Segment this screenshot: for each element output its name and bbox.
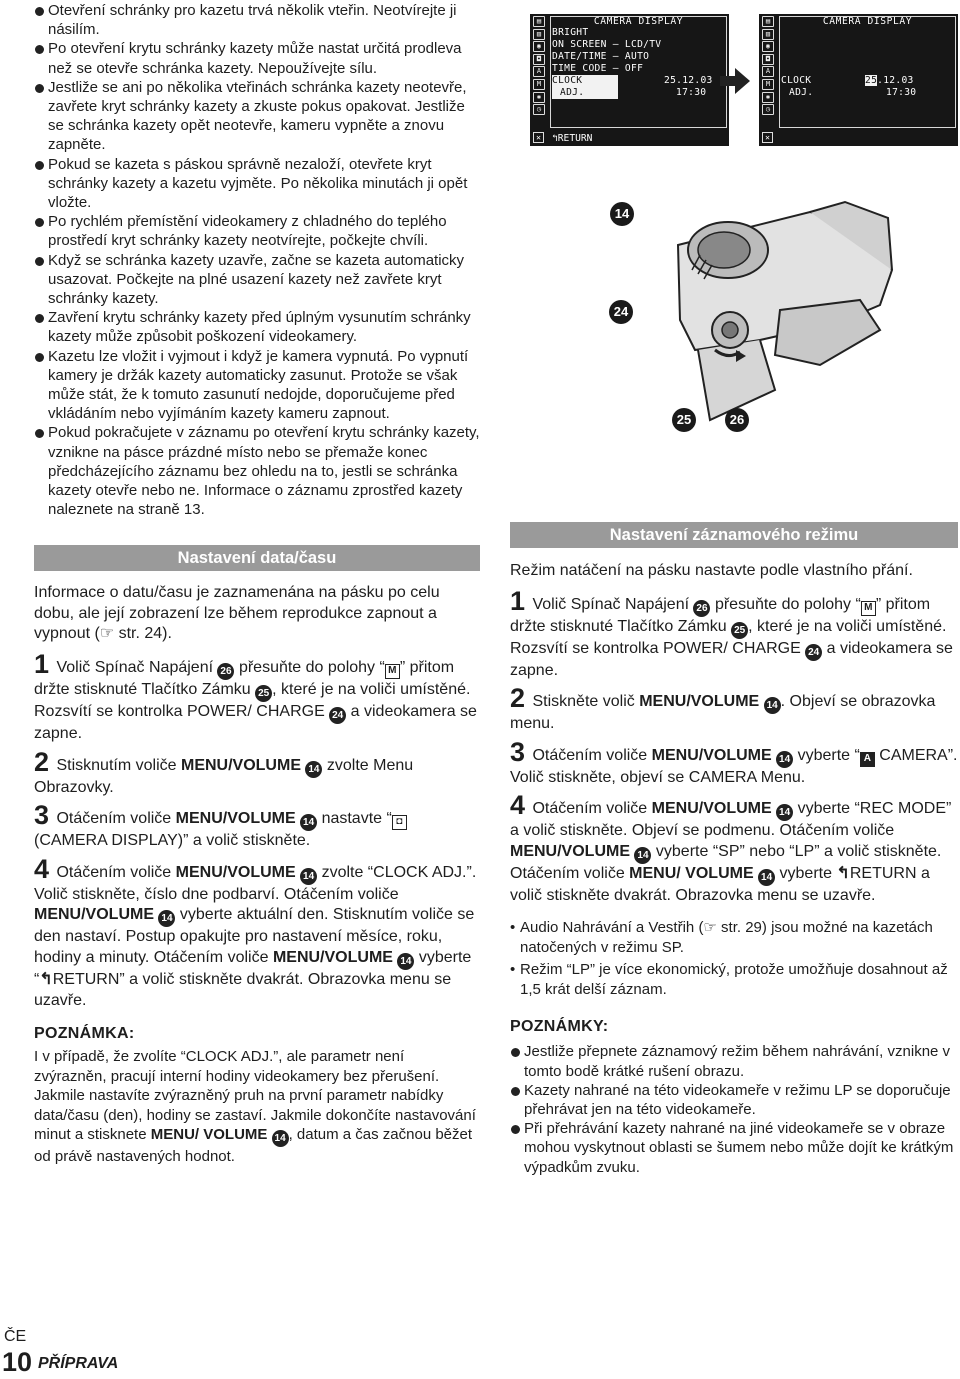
date-step-4 [34, 853, 480, 1011]
cassette-notes-list [34, 1, 480, 519]
menu-volume-label: MENU/ VOLUME [629, 864, 754, 882]
menu-tab-icon: ✱ [762, 92, 774, 103]
callout-24-icon: 24 [329, 707, 346, 724]
return-arrow-icon: ↰ [39, 970, 53, 988]
lcd-camera-display-menu [530, 14, 729, 146]
lcd-title: CAMERA DISPLAY [822, 16, 913, 27]
step-number: 4 [34, 853, 50, 884]
camera-menu-icon: A [533, 66, 545, 77]
step-text: . Objeví se obrazovka menu. [510, 693, 936, 733]
menu-tab-icon: ▤ [533, 16, 545, 27]
footer-section-title: PŘÍPRAVA [38, 1355, 119, 1372]
lcd-menu-item: ON SCREEN – LCD/TV [552, 39, 662, 50]
date-note [34, 1047, 480, 1167]
menu-tab-icon: ◘ [762, 54, 774, 65]
callout-14-icon: 14 [397, 953, 414, 970]
lcd-menu-item: TIME CODE – OFF [552, 63, 644, 74]
step-text: Stisknutím voliče [56, 756, 177, 774]
step-text: (CAMERA DISPLAY)” a volič stiskněte. [34, 832, 311, 850]
step-text: Otáčením voliče [532, 746, 648, 764]
note-text: , datum a čas začnou běžet od právě nastavených hodnot. [34, 1126, 473, 1166]
manual-mode-icon: M [861, 601, 876, 616]
step-text: , které je na voliči umístěné. Rozsvítí se kontrolka POWER/ CHARGE [510, 617, 947, 657]
date-section-title: Nastavení data/času [34, 545, 480, 571]
callout-25: 25 [672, 408, 696, 432]
date-intro: Informace o datu/času je zaznamenána na pásku po celu dobu, ale její zobrazení lze během reprodukce zapnout a vypnout (☞ str. 24). [34, 584, 440, 643]
arrow-right-icon [720, 68, 750, 94]
menu-icon-column [762, 16, 776, 117]
lcd-menu-item: DATE/TIME – AUTO [552, 51, 650, 62]
lcd-date-rest: .12.03 [877, 75, 914, 86]
camera-menu-icon: A [860, 752, 875, 767]
step-number: 1 [34, 648, 50, 679]
callout-14-icon: 14 [272, 1130, 289, 1147]
lcd-menu-item: BRIGHT [552, 27, 589, 38]
step-number: 2 [34, 746, 50, 777]
callout-26-icon: 26 [693, 600, 710, 617]
lcd-date-value: 25.12.03 [664, 75, 713, 86]
step-number: 4 [510, 790, 526, 821]
date-note-title: POZNÁMKA: [34, 1025, 135, 1043]
manual-mode-icon: M [385, 664, 400, 679]
menu-tab-icon: ◘ [533, 54, 545, 65]
menu-tab-icon: ◷ [533, 104, 545, 115]
callout-26-icon: 26 [217, 663, 234, 680]
list-item: Po rychlém přemístění videokamery z chladného do teplého prostředí kryt schránky kazety neotvírejte, počkejte chvíli. [34, 212, 480, 250]
lcd-adj-label: ADJ. [560, 87, 585, 98]
list-item: • Režim “LP” je více ekonomický, protože umožňuje dosahnout až 1,5 krát delší záznam. [510, 960, 958, 1000]
right-column [510, 522, 958, 1177]
step-text: a videokamera se zapne. [34, 702, 477, 742]
rec-intro: Režim natáčení na pásku nastavte podle vlastního přání. [510, 562, 913, 579]
menu-icon-column [533, 16, 547, 117]
step-text: Stiskněte volič [532, 693, 635, 711]
left-column [34, 0, 480, 1167]
step-number: 3 [510, 736, 526, 767]
menu-volume-label: MENU/VOLUME [651, 746, 772, 764]
lcd-date-value [865, 75, 914, 86]
step-text: zvolte Menu Obrazovky. [34, 756, 414, 796]
step-text: RETURN a volič stiskněte dvakrát. Obrazovka menu se uzavře. [510, 864, 930, 904]
rec-step-1 [510, 585, 958, 682]
menu-volume-label: MENU/VOLUME [180, 756, 301, 774]
menu-volume-label: MENU/ VOLUME [150, 1126, 268, 1144]
manual-menu-icon: M [533, 79, 545, 90]
camera-menu-icon: A [762, 66, 774, 77]
list-item: Jestliže přepnete záznamový režim během nahrávání, vznikne v tomto bodě krátké rušení obrazu. [510, 1042, 958, 1080]
step-number: 2 [510, 683, 526, 714]
callout-14-icon: 14 [305, 761, 322, 778]
camcorder-illustration [600, 190, 900, 440]
list-item: Pokud pokračujete v záznamu po otevření krytu schránky kazety, vznikne na pásce prázdné místo nebo se přemaže konec předcházejícího záznamu bez ohledu na to, jestli se schránka kazety otevře nebo ne. Informace o záznamu zprostřed kazety naleznete na straně 13. [34, 423, 480, 519]
list-item: Po otevření krytu schránky kazety může nastat určitá prodleva než se otevře schránka kazety. Nepoužívejte sílu. [34, 39, 480, 77]
callout-26: 26 [725, 408, 749, 432]
step-text: CAMERA”. Volič stiskněte, objeví se CAMERA Menu. [510, 746, 958, 786]
rec-notes-list [510, 1042, 958, 1176]
menu-volume-label: MENU/VOLUME [639, 693, 760, 711]
list-item: Kazetu lze vložit i vyjmout i když je kamera vypnutá. Po vypnutí kamery je držák kazety automaticky zasunut. Protože se však může stát, že k tomuto zasunutí nedojde, doporučujeme před vkládáním nebo vyjímáním kazety kameru zapnout. [34, 347, 480, 424]
menu-panel [779, 16, 956, 128]
callout-14-icon: 14 [158, 910, 175, 927]
callout-14-icon: 14 [634, 847, 651, 864]
menu-volume-label: MENU/VOLUME [175, 810, 296, 828]
step-text: vyberte “SP” nebo “LP” a volič stiskněte. Otáčením voliče [510, 842, 942, 882]
callout-14: 14 [610, 202, 634, 226]
date-step-1 [34, 648, 480, 745]
return-arrow-icon: ↰ [836, 864, 850, 882]
callout-14-icon: 14 [758, 869, 775, 886]
lcd-adj-label: ADJ. [789, 87, 814, 98]
lcd-clock-label: CLOCK [552, 75, 583, 86]
list-item: Kazety nahrané na této videokameře v režimu LP se doporučuje přehrávat jen na této videokameře. [510, 1081, 958, 1119]
lcd-clock-adjust-screen [759, 14, 958, 146]
step-text: a videokamera se zapne. [510, 639, 953, 679]
menu-tab-icon: ▤ [762, 16, 774, 27]
list-item: Jestliže se ani po několika vteřinách schránka kazety neotevře, zavřete kryt schránky kazety a zkuste pokus opakovat. Jestliže se schránka kazety opět neotevře, kameru vypněte a znovu zapněte. [34, 78, 480, 155]
lcd-clock-label: CLOCK [781, 75, 812, 86]
lcd-time-value: 17:30 [886, 87, 917, 98]
step-text: přesuňte do polohy “ [238, 658, 385, 676]
callout-14-icon: 14 [300, 868, 317, 885]
date-step-2 [34, 746, 480, 799]
step-text: vyberte “REC MODE” a volič stiskněte. Objeví se podmenu. Otáčením voliče [510, 800, 952, 840]
step-text: Otáčením voliče [56, 863, 172, 881]
list-item: • Audio Nahrávání a Vestřih (☞ str. 29) jsou možné na kazetách natočených v režimu SP. [510, 918, 958, 958]
step-text: Otáčením voliče [56, 810, 172, 828]
menu-tab-icon: ◷ [762, 104, 774, 115]
step-text: ” přitom držte stisknuté Tlačítko Zámku [34, 658, 455, 698]
rec-step-3 [510, 736, 958, 789]
menu-tab-icon: ▥ [762, 29, 774, 40]
menu-tab-icon: ◉ [533, 41, 545, 52]
step-text: vyberte aktuální den. Stisknutím voliče se den nastaví. Postup opakujte pro nastavení měsíce, roku, hodiny a minuty. Otáčením voliče [34, 906, 475, 966]
lcd-return: ↰RETURN [552, 133, 593, 144]
note-text: I v případě, že zvolíte “CLOCK ADJ.”, ale parametr není zvýrazněn, pracují interní hodiny videokamery bez přerušení. Jakmile nastavíte zvýrazněný pruh na první parametr nabídky data/času (den), hodiny se zastaví. Jakmile dokončíte nastavování minut a stisknete [34, 1048, 476, 1144]
callout-14-icon: 14 [776, 804, 793, 821]
menu-volume-label: MENU/VOLUME [651, 800, 772, 818]
page-number: 10 [2, 1347, 33, 1377]
menu-volume-label: MENU/VOLUME [272, 948, 393, 966]
callout-24: 24 [609, 300, 633, 324]
rec-notes-title: POZNÁMKY: [510, 1018, 609, 1036]
step-text: vyberte [779, 864, 832, 882]
list-item: Otevření schránky pro kazetu trvá několik vteřin. Neotvírejte ji násilím. [34, 1, 480, 39]
callout-14-icon: 14 [776, 751, 793, 768]
step-text: vyberte “ [797, 746, 860, 764]
footer-language: ČE [4, 1328, 27, 1345]
menu-tab-icon: ▥ [533, 29, 545, 40]
menu-tab-icon: ✱ [533, 92, 545, 103]
rec-dash-list [510, 918, 958, 1000]
list-item: Při přehrávání kazety nahrané na jiné videokameře se v obraze mohou vyskytnout oblasti se šumem nebo může dojít ke krátkým výpadkům zvuku. [510, 1119, 958, 1177]
list-item: Pokud se kazeta s páskou správně nezaloží, otevřete kryt schránky kazety a kazetu vyjměte. Po několika minutách ji opět vložte. [34, 155, 480, 213]
rec-step-4 [510, 790, 958, 906]
list-item: Když se schránka kazety uzavře, začne se kazeta automaticky usazovat. Počkejte na plné usazení kazety než zavřete kryt schránky kazety. [34, 251, 480, 309]
menu-volume-label: MENU/VOLUME [175, 863, 296, 881]
menu-volume-label: MENU/VOLUME [510, 842, 630, 860]
list-item: Zavření krytu schránky kazety před úplným vysunutím schránky kazety může způsobit poškození videokamery. [34, 308, 480, 346]
date-step-3 [34, 800, 480, 852]
step-text: vyberte “ [34, 948, 472, 988]
step-text: RETURN” a volič stiskněte dvakrát. Obrazovka menu se uzavře. [34, 970, 452, 1009]
lcd-day-highlight: 25 [865, 75, 878, 86]
step-number: 3 [34, 800, 50, 831]
rec-step-2 [510, 683, 958, 735]
rec-section-title: Nastavení záznamového režimu [510, 522, 958, 548]
step-text: Otáčením voliče [532, 800, 648, 818]
step-number: 1 [510, 585, 526, 616]
lcd-time-value: 17:30 [676, 87, 707, 98]
step-text: , které je na voliči umístěné. Rozsvítí se kontrolka POWER/ CHARGE [34, 680, 471, 720]
step-text: nastavte “ [321, 810, 392, 828]
step-text: Volič Spínač Napájení [56, 658, 214, 676]
step-text: Volič Spínač Napájení [532, 595, 690, 613]
callout-25-icon: 25 [731, 622, 748, 639]
callout-14-icon: 14 [764, 697, 781, 714]
menu-volume-label: MENU/VOLUME [34, 906, 154, 924]
step-text: ” přitom držte stisknuté Tlačítko Zámku [510, 595, 931, 635]
callout-24-icon: 24 [805, 644, 822, 661]
lcd-title: CAMERA DISPLAY [593, 16, 684, 27]
step-text: přesuňte do polohy “ [714, 595, 861, 613]
return-label: RETURN [557, 133, 593, 144]
menu-tab-icon: ◉ [762, 41, 774, 52]
callout-25-icon: 25 [255, 685, 272, 702]
close-icon: ✕ [533, 132, 544, 143]
close-icon: ✕ [762, 132, 773, 143]
step-text: zvolte “CLOCK ADJ.”. Volič stiskněte, číslo dne podbarví. Otáčením voliče [34, 863, 477, 903]
callout-14-icon: 14 [300, 814, 317, 831]
manual-menu-icon: M [762, 79, 774, 90]
camera-display-icon: ◘ [392, 815, 407, 830]
